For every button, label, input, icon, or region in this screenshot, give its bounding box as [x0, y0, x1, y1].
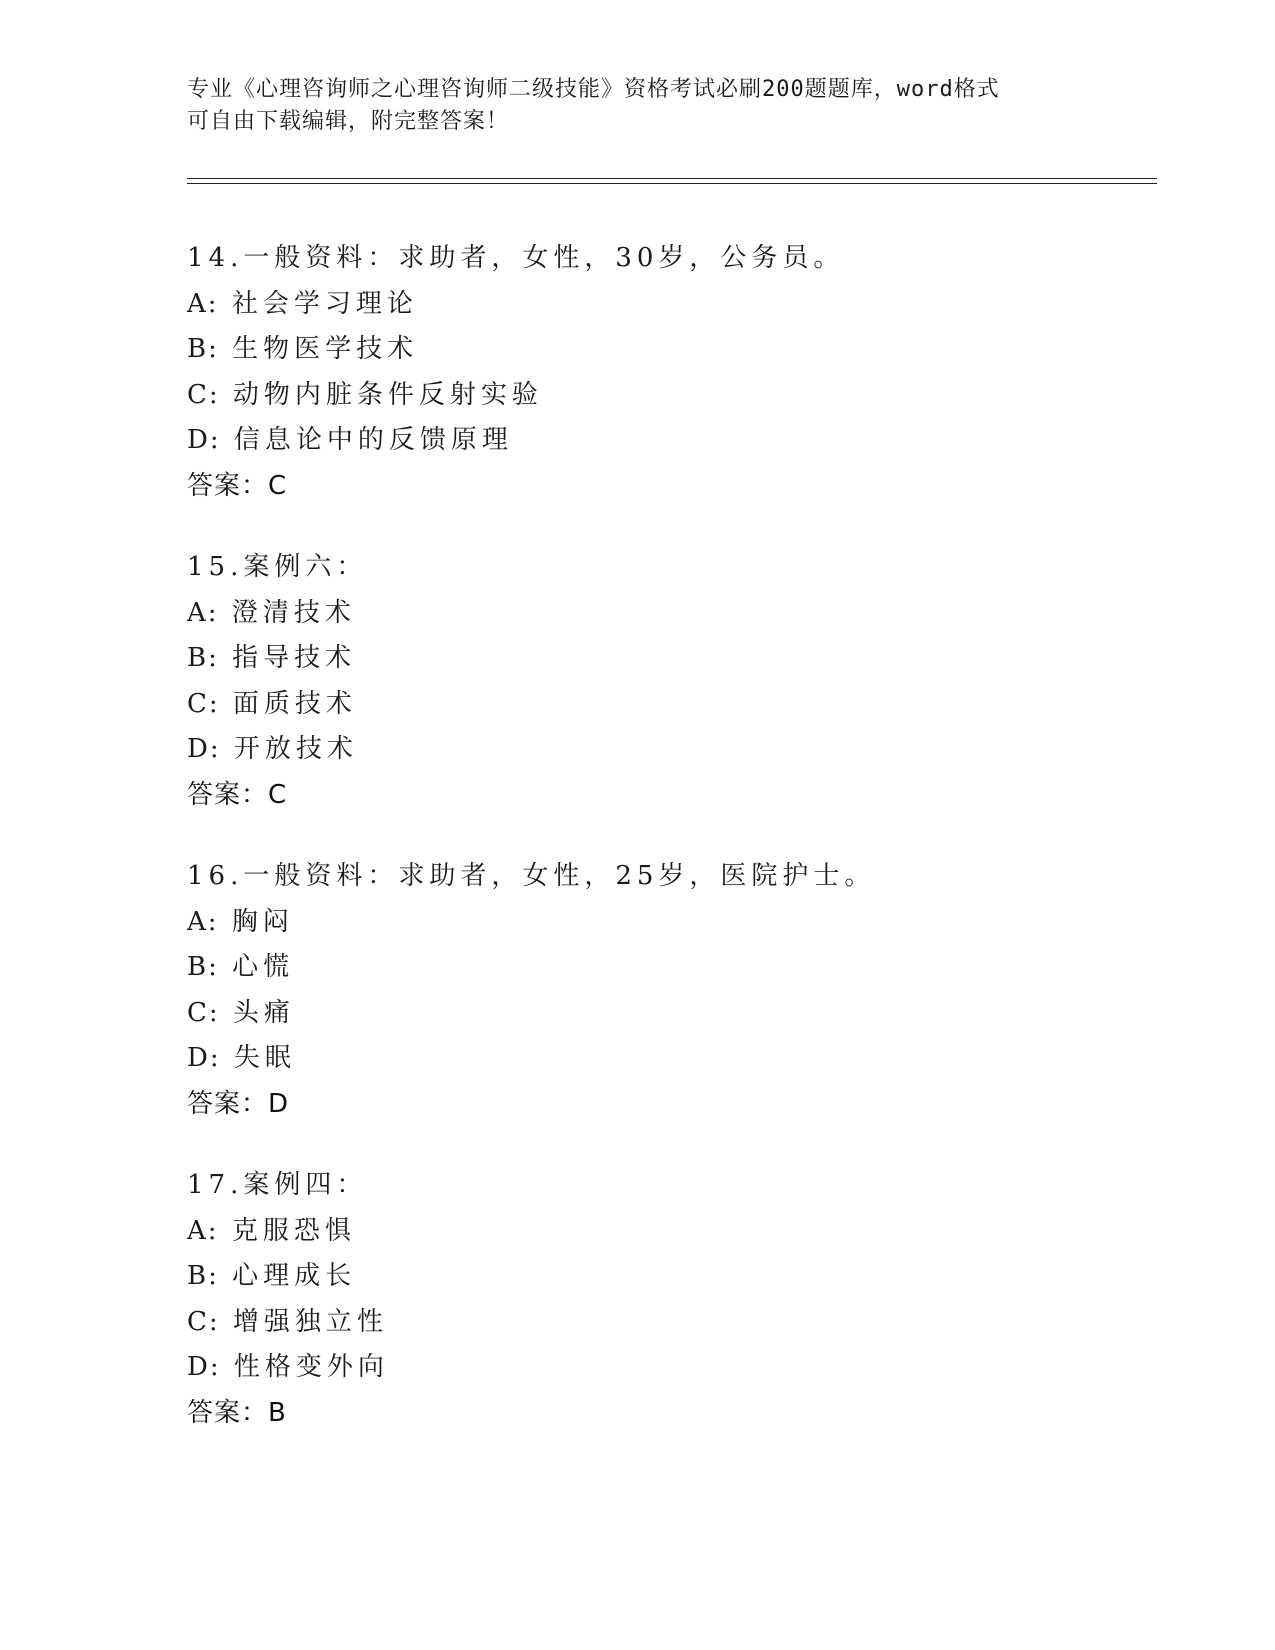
option-c: [187, 373, 1147, 419]
option-letter: D:: [187, 734, 221, 764]
option-a: [187, 591, 1147, 637]
option-text: 失眠: [233, 1043, 296, 1073]
option-letter: D:: [187, 1043, 221, 1073]
option-d: [187, 727, 1147, 773]
option-b: [187, 945, 1147, 991]
option-c: [187, 682, 1147, 728]
option-text: 动物内脏条件反射实验: [232, 379, 543, 410]
document-header: [187, 74, 1087, 138]
option-text: 开放技术: [233, 734, 358, 764]
option-text: 心慌: [232, 952, 295, 982]
option-letter: B:: [187, 643, 219, 673]
question-list: [187, 236, 1147, 1472]
option-letter: D:: [187, 1352, 221, 1382]
option-b: [187, 1254, 1147, 1300]
option-letter: C:: [187, 1306, 220, 1337]
option-text: 胸闷: [231, 906, 294, 937]
option-letter: A:: [187, 1215, 219, 1246]
option-text: 面质技术: [232, 688, 357, 719]
option-d: [187, 418, 1147, 464]
question-17: [187, 1163, 1147, 1436]
option-text: 信息论中的反馈原理: [233, 425, 513, 455]
option-letter: A:: [187, 597, 219, 628]
option-letter: B:: [187, 334, 219, 364]
option-c: [187, 1300, 1147, 1346]
option-text: 克服恐惧: [231, 1215, 356, 1246]
option-c: [187, 991, 1147, 1037]
question-stem: 17.案例四：: [187, 1170, 368, 1200]
question-14: [187, 236, 1147, 509]
header-line-1: 专业《心理咨询师之心理咨询师二级技能》资格考试必刷200题题库，word格式: [187, 77, 1000, 102]
option-letter: D:: [187, 425, 221, 455]
question-stem: 14.一般资料：求助者，女性，30岁，公务员。: [187, 243, 845, 273]
option-a: [187, 1209, 1147, 1255]
option-a: [187, 282, 1147, 328]
header-rule-top: [187, 178, 1157, 179]
answer-line: 答案：D: [187, 1088, 290, 1119]
header-line-2: 可自由下载编辑，附完整答案！: [187, 109, 510, 134]
option-a: [187, 900, 1147, 946]
option-letter: A:: [187, 288, 219, 319]
option-b: [187, 327, 1147, 373]
option-text: 指导技术: [232, 643, 357, 673]
option-letter: B:: [187, 952, 219, 982]
option-b: [187, 636, 1147, 682]
option-text: 社会学习理论: [231, 288, 418, 319]
question-16: [187, 854, 1147, 1127]
option-letter: C:: [187, 379, 220, 410]
option-letter: B:: [187, 1261, 219, 1291]
answer-line: 答案：C: [187, 779, 288, 810]
answer-line: 答案：B: [187, 1397, 287, 1428]
option-text: 增强独立性: [232, 1306, 388, 1337]
option-text: 生物医学技术: [232, 334, 419, 364]
option-text: 心理成长: [232, 1261, 357, 1291]
answer-line: 答案：C: [187, 470, 288, 501]
option-text: 澄清技术: [231, 597, 356, 628]
option-d: [187, 1345, 1147, 1391]
header-rule-bottom: [187, 183, 1157, 184]
option-text: 头痛: [232, 997, 295, 1028]
option-text: 性格变外向: [233, 1352, 389, 1382]
option-d: [187, 1036, 1147, 1082]
option-letter: C:: [187, 688, 220, 719]
question-stem: 16.一般资料：求助者，女性，25岁，医院护士。: [187, 861, 876, 891]
option-letter: C:: [187, 997, 220, 1028]
option-letter: A:: [187, 906, 219, 937]
question-stem: 15.案例六：: [187, 552, 368, 582]
question-15: [187, 545, 1147, 818]
